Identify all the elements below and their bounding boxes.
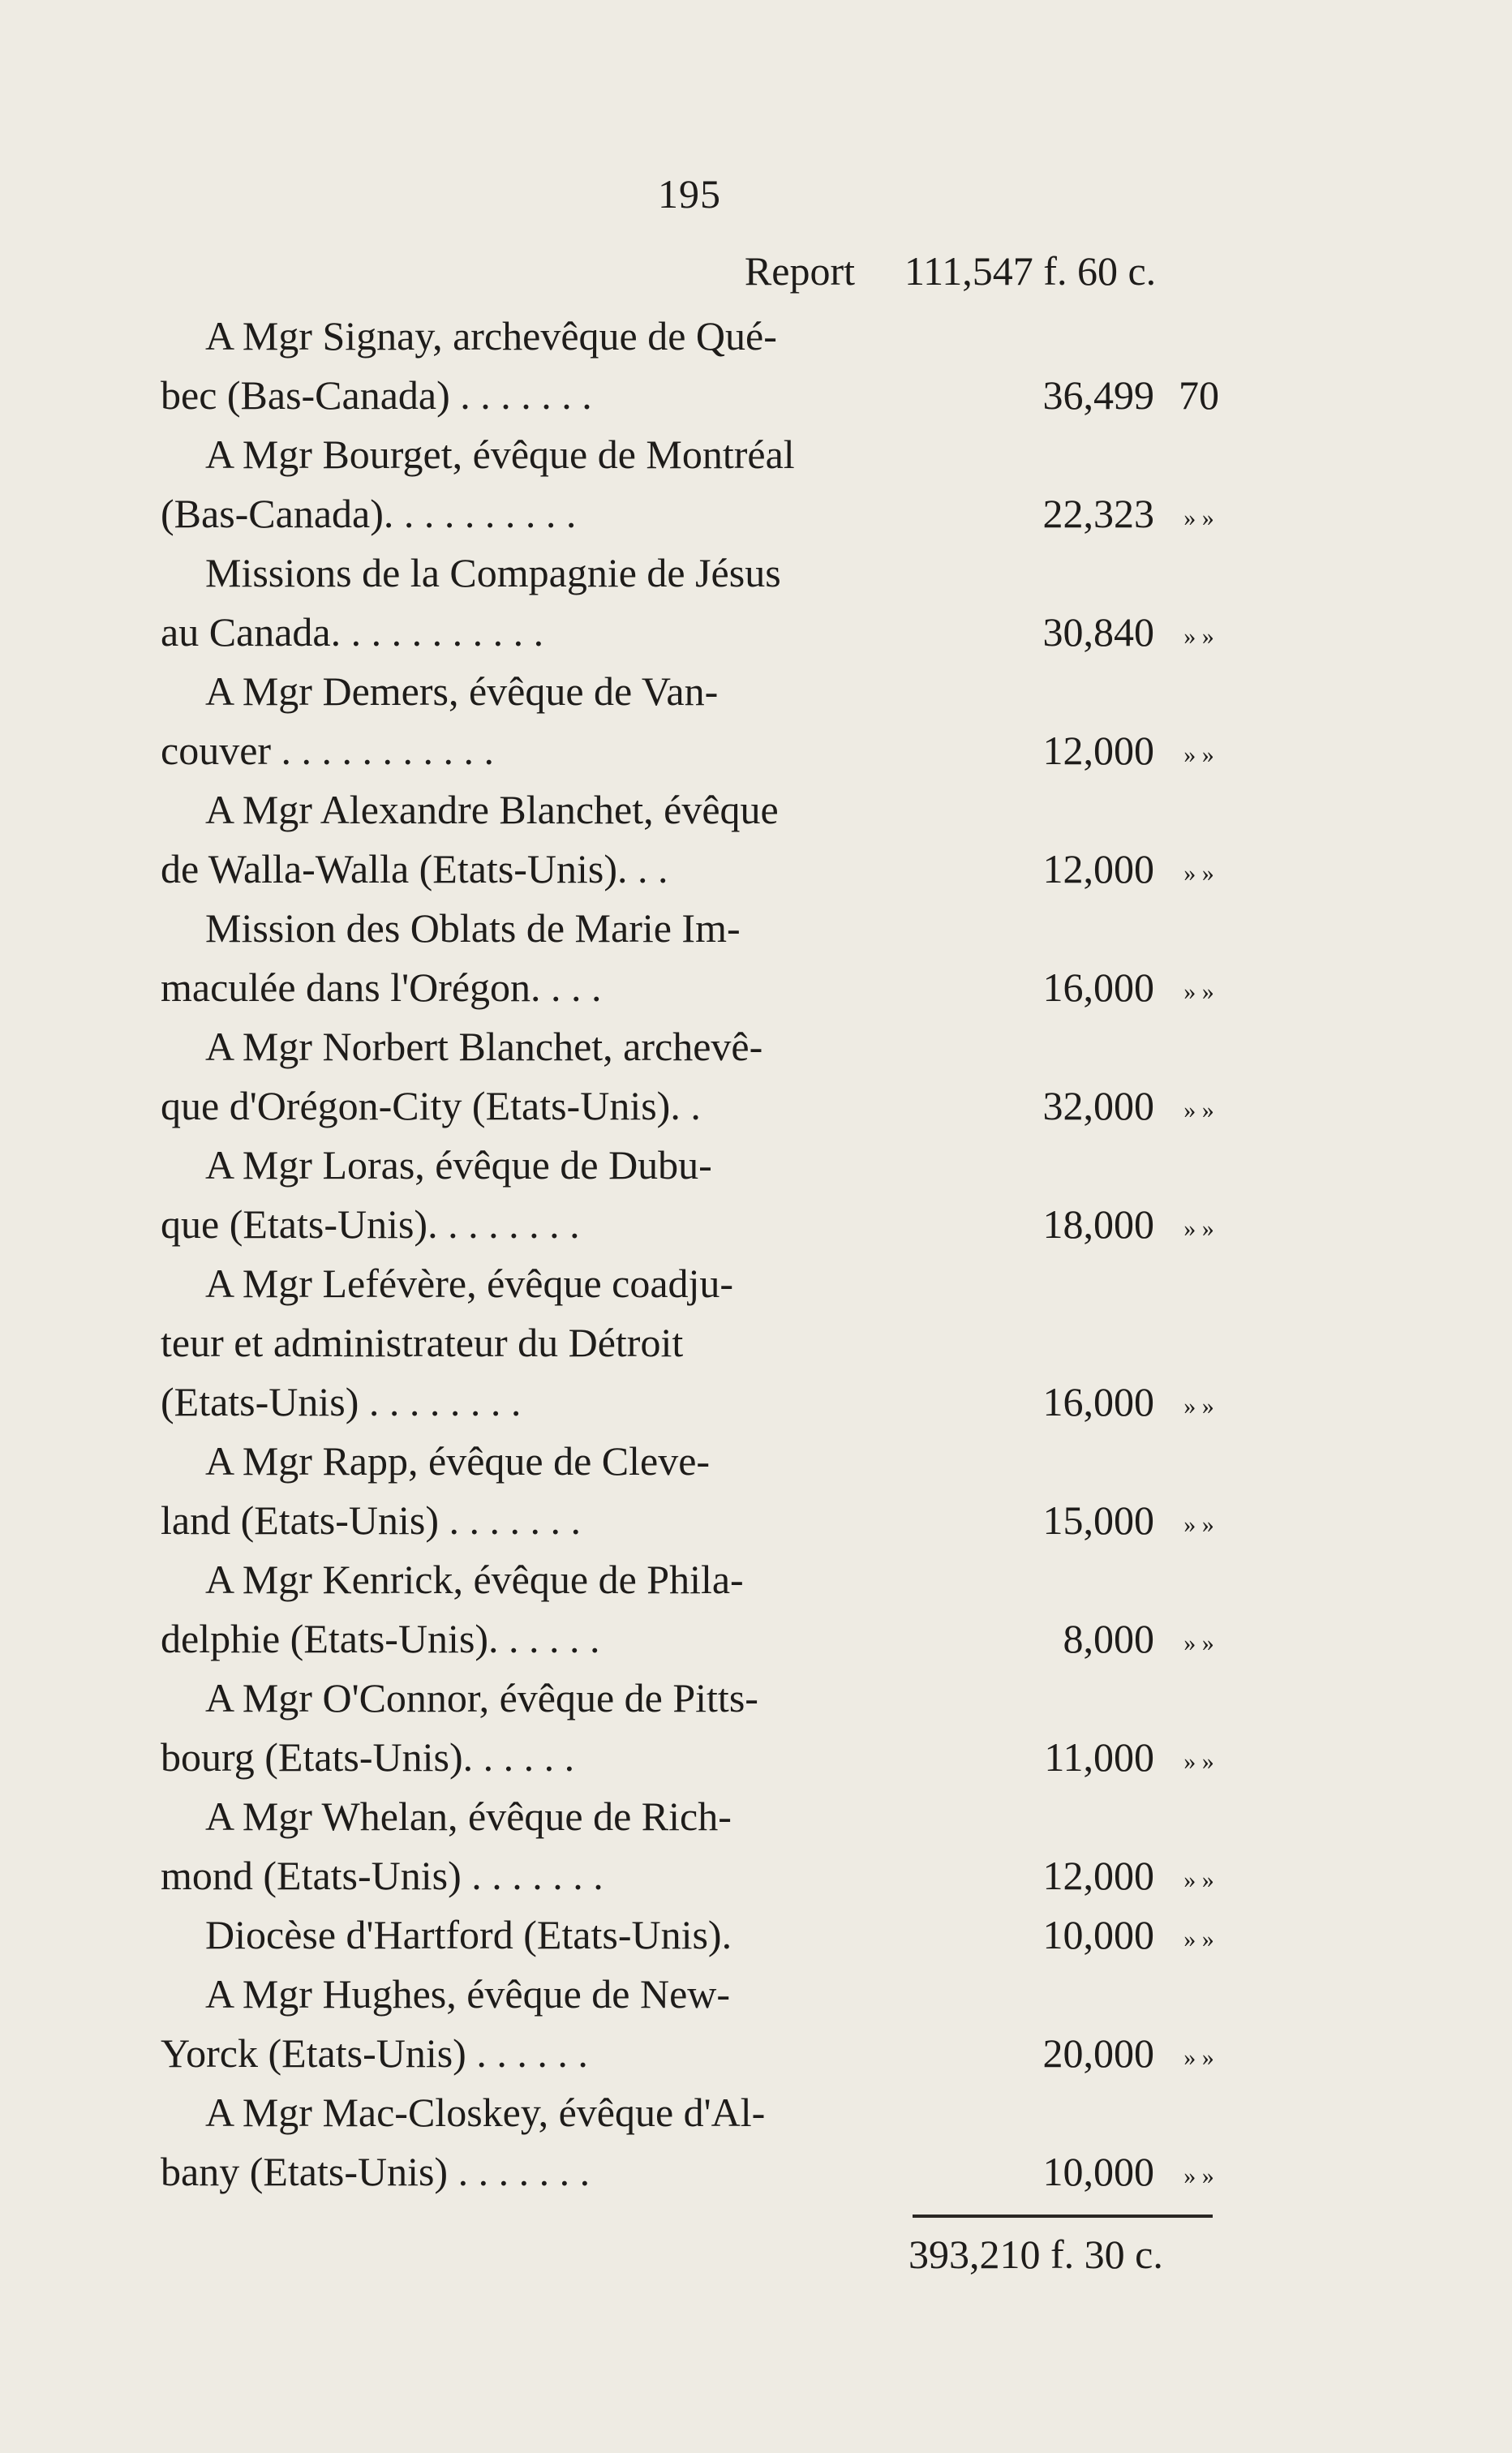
entry-ditto-mark: » »: [1183, 741, 1214, 769]
entry-cents: 70: [1179, 372, 1219, 418]
entry-text-line: au Canada. . . . . . . . . . .: [161, 609, 544, 655]
entry-text-line: delphie (Etats-Unis). . . . . .: [161, 1616, 600, 1661]
list-item: [161, 1787, 1215, 1905]
donation-list: [161, 307, 1219, 2202]
report-value: 111,547 f. 60 c.: [904, 248, 1157, 294]
list-item: [161, 1254, 1215, 1432]
entry-ditto-mark: » »: [1183, 978, 1214, 1006]
report-label: Report: [744, 248, 855, 294]
entry-amount: 10,000: [1042, 1912, 1154, 1957]
entry-text-line: Yorck (Etats-Unis) . . . . . .: [161, 2030, 588, 2076]
list-item: [161, 307, 1219, 425]
entry-text-line: que (Etats-Unis). . . . . . . .: [161, 1201, 580, 1247]
entry-amount: 30,840: [1042, 609, 1154, 655]
list-item: [161, 1432, 1215, 1550]
list-item: [161, 780, 1215, 899]
entry-text-line: teur et administrateur du Détroit: [161, 1320, 684, 1365]
entry-text-line: (Bas-Canada). . . . . . . . . .: [161, 491, 577, 536]
entry-amount: 22,323: [1042, 491, 1154, 536]
entry-text-line: A Mgr Bourget, évêque de Montréal: [205, 432, 795, 477]
entry-amount: 11,000: [1044, 1734, 1154, 1780]
entry-text-line: mond (Etats-Unis) . . . . . . .: [161, 1853, 604, 1898]
entry-text-line: A Mgr Demers, évêque de Van-: [205, 668, 719, 714]
entry-text-line: bec (Bas-Canada) . . . . . . .: [161, 372, 592, 418]
entry-text-line: A Mgr Alexandre Blanchet, évêque: [205, 787, 779, 832]
list-item: [161, 662, 1215, 780]
entry-ditto-mark: » »: [1183, 1748, 1214, 1776]
entry-ditto-mark: » »: [1183, 2044, 1214, 2072]
entry-text-line: bourg (Etats-Unis). . . . . .: [161, 1734, 575, 1780]
entry-ditto-mark: » »: [1183, 1630, 1214, 1657]
total-rule: [913, 2215, 1213, 2218]
entry-amount: 15,000: [1042, 1497, 1154, 1543]
entry-text-line: Mission des Oblats de Marie Im-: [205, 905, 741, 951]
entry-amount: 18,000: [1042, 1201, 1154, 1247]
entry-text-line: A Mgr O'Connor, évêque de Pitts-: [205, 1675, 758, 1721]
entry-amount: 20,000: [1042, 2030, 1154, 2076]
list-item: [161, 1669, 1215, 1787]
list-item: [161, 1965, 1215, 2083]
entry-text-line: (Etats-Unis) . . . . . . . .: [161, 1379, 522, 1424]
entry-amount: 16,000: [1042, 964, 1154, 1010]
entry-text-line: couver . . . . . . . . . . .: [161, 728, 495, 773]
entry-text-line: maculée dans l'Orégon. . . .: [161, 964, 602, 1010]
list-item: [161, 543, 1215, 662]
entry-text-line: bany (Etats-Unis) . . . . . . .: [161, 2149, 591, 2194]
entry-text-line: A Mgr Loras, évêque de Dubu-: [205, 1142, 712, 1188]
entry-ditto-mark: » »: [1183, 505, 1214, 532]
entry-ditto-mark: » »: [1183, 1926, 1214, 1953]
list-item: [161, 1017, 1215, 1136]
entry-text-line: A Mgr Kenrick, évêque de Phila-: [205, 1557, 744, 1602]
entry-amount: 36,499: [1042, 372, 1154, 418]
list-item: [161, 1550, 1215, 1669]
entry-ditto-mark: » »: [1183, 1097, 1214, 1124]
entry-text-line: A Mgr Hughes, évêque de New-: [205, 1971, 731, 2017]
entry-text-line: A Mgr Norbert Blanchet, archevê-: [205, 1024, 763, 1069]
entry-amount: 8,000: [1063, 1616, 1154, 1661]
entry-text-line: A Mgr Rapp, évêque de Cleve-: [205, 1438, 711, 1484]
list-item: [161, 1905, 1215, 1965]
entry-ditto-mark: » »: [1183, 1393, 1214, 1420]
entry-amount: 12,000: [1042, 1853, 1154, 1898]
entry-text-line: de Walla-Walla (Etats-Unis). . .: [161, 846, 668, 891]
entry-text-line: A Mgr Signay, archevêque de Qué-: [205, 313, 777, 359]
entry-text-line: A Mgr Whelan, évêque de Rich-: [205, 1794, 732, 1839]
entry-text-line: A Mgr Lefévère, évêque coadju-: [205, 1261, 734, 1306]
entry-amount: 10,000: [1042, 2149, 1154, 2194]
entry-amount: 16,000: [1042, 1379, 1154, 1424]
entry-text-line: A Mgr Mac-Closkey, évêque d'Al-: [205, 2090, 766, 2135]
entry-ditto-mark: » »: [1183, 860, 1214, 887]
entry-amount: 12,000: [1042, 728, 1154, 773]
entry-text-line: land (Etats-Unis) . . . . . . .: [161, 1497, 581, 1543]
page-number: 195: [658, 171, 721, 217]
entry-ditto-mark: » »: [1183, 623, 1214, 651]
entry-ditto-mark: » »: [1183, 2163, 1214, 2190]
entry-ditto-mark: » »: [1183, 1511, 1214, 1539]
list-item: [161, 1136, 1215, 1254]
entry-text-line: Diocèse d'Hartford (Etats-Unis).: [205, 1912, 732, 1957]
list-item: [161, 425, 1215, 543]
entry-ditto-mark: » »: [1183, 1867, 1214, 1894]
list-item: [161, 2083, 1215, 2202]
entry-text-line: que d'Orégon-City (Etats-Unis). .: [161, 1083, 701, 1128]
list-item: [161, 899, 1215, 1017]
entry-text-line: Missions de la Compagnie de Jésus: [205, 550, 781, 595]
entry-amount: 32,000: [1042, 1083, 1154, 1128]
entry-ditto-mark: » »: [1183, 1215, 1214, 1243]
total-amount: 393,210 f. 30 c.: [908, 2232, 1163, 2277]
entry-amount: 12,000: [1042, 846, 1154, 891]
